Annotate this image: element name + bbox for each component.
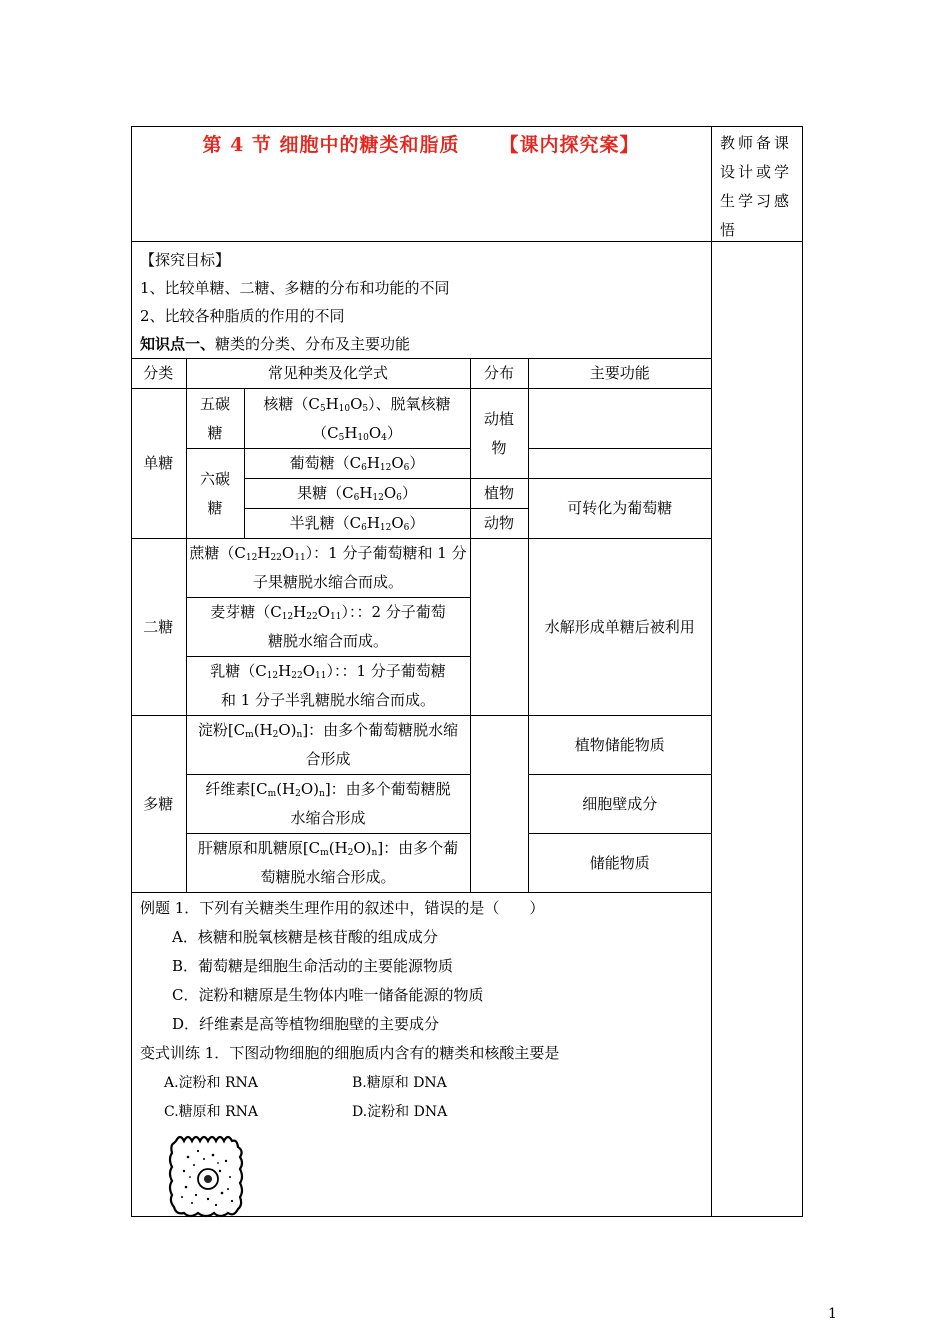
glucose-function xyxy=(528,449,711,479)
convert-function: 可转化为葡萄糖 xyxy=(528,479,711,539)
knowledge-point-title: 知识点一、糖类的分类、分布及主要功能 xyxy=(140,335,411,353)
starch-function: 植物储能物质 xyxy=(528,716,711,775)
ribose-cell: 核糖$(C_5H_{10}O_5)$、脱氧核糖 $(C_5H_{10}O_4)$ xyxy=(244,389,470,449)
cellulose-cell: 纤维素$[C_m(H_2O)_n]$：由多个葡萄糖脱 水缩合形成 xyxy=(186,775,470,834)
section-title: 第 4 节 细胞中的糖类和脂质 【课内探究案】 xyxy=(202,134,640,156)
animal-cell-illustration xyxy=(168,1127,248,1219)
di-label: 二糖 xyxy=(131,539,186,716)
pentose-distribution: 动植 物 xyxy=(470,389,528,479)
lactose-cell: 乳糖$(C_{12}H_{22}O_{11})$：：1 分子葡萄糖 和 1 分子半乳糖脱水缩合而成。 xyxy=(186,657,470,716)
galactose-distribution: 动物 xyxy=(470,509,528,539)
sucrose-cell: 蔗糖$(C_{12}H_{22}O_{11})$：1 分子葡萄糖和 1 分 子果糖脱水缩合而成。 xyxy=(186,539,470,598)
variant-option: D.淀粉和 DNA xyxy=(352,1104,448,1120)
header-divider xyxy=(131,241,803,242)
maltose-cell: 麦芽糖$(C_{12}H_{22}O_{11})$：：2 分子葡萄 糖脱水缩合而成。 xyxy=(186,598,470,657)
sugar-table xyxy=(131,358,711,893)
pentose-label: 五碳 糖 xyxy=(186,389,244,449)
goal-item: 2、比较各种脂质的作用的不同 xyxy=(140,307,345,325)
example-option: D．纤维素是高等植物细胞壁的主要成分 xyxy=(172,1015,440,1033)
di-function: 水解形成单糖后被利用 xyxy=(528,539,711,716)
starch-cell: 淀粉$[C_m(H_2O)_n]$：由多个葡萄糖脱水缩 合形成 xyxy=(186,716,470,775)
header-types: 常见种类及化学式 xyxy=(186,359,470,389)
variant-option: B.糖原和 DNA xyxy=(352,1075,447,1091)
header-distribution: 分布 xyxy=(470,359,528,389)
variant-option: C.糖原和 RNA xyxy=(164,1104,259,1120)
example-option: A．核糖和脱氧核糖是核苷酸的组成成分 xyxy=(172,928,438,946)
di-distribution xyxy=(470,539,528,716)
fructose-distribution: 植物 xyxy=(470,479,528,509)
example-option: B．葡萄糖是细胞生命活动的主要能源物质 xyxy=(172,957,454,975)
page-number: 1 xyxy=(828,1306,837,1322)
header-category: 分类 xyxy=(131,359,186,389)
fructose-cell: 果糖$(C_6H_{12}O_6)$ xyxy=(244,479,470,509)
side-note: 教师备课设计或学生学习感悟 xyxy=(720,134,793,239)
hexose-label: 六碳 糖 xyxy=(186,449,244,539)
glycogen-function: 储能物质 xyxy=(528,834,711,893)
goal-item: 1、比较单糖、二糖、多糖的分布和功能的不同 xyxy=(140,279,450,297)
poly-label: 多糖 xyxy=(131,716,186,893)
mono-label: 单糖 xyxy=(131,389,186,539)
poly-distribution xyxy=(470,716,528,893)
variant-option: A.淀粉和 RNA xyxy=(164,1075,258,1091)
header-function: 主要功能 xyxy=(528,359,711,389)
example-option: C．淀粉和糖原是生物体内唯一储备能源的物质 xyxy=(172,986,484,1004)
glucose-cell: 葡萄糖$(C_6H_{12}O_6)$ xyxy=(244,449,470,479)
goals-heading: 【探究目标】 xyxy=(140,251,231,269)
galactose-cell: 半乳糖$(C_6H_{12}O_6)$ xyxy=(244,509,470,539)
glycogen-cell: 肝糖原和肌糖原$[C_m(H_2O)_n]$：由多个葡 萄糖脱水缩合形成。 xyxy=(186,834,470,893)
example-question: 例题 1．下列有关糖类生理作用的叙述中，错误的是（ ） xyxy=(140,899,545,917)
column-divider xyxy=(711,126,712,1217)
ribose-function xyxy=(528,389,711,449)
variant-question: 变式训练 1．下图动物细胞的细胞质内含有的糖类和核酸主要是 xyxy=(140,1044,560,1062)
cellulose-function: 细胞壁成分 xyxy=(528,775,711,834)
